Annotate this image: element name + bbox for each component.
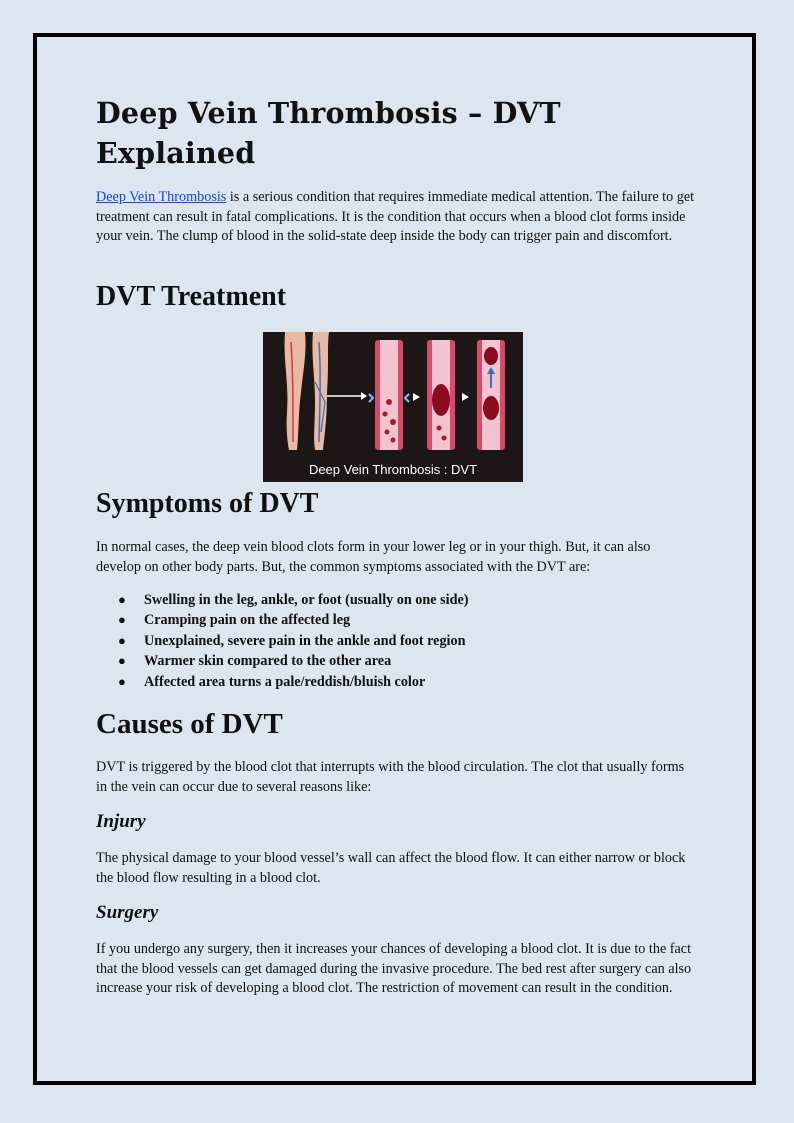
bullet-icon: ●: [118, 673, 126, 689]
list-item: ● Cramping pain on the affected leg: [96, 610, 469, 630]
surgery-paragraph: If you undergo any surgery, then it increases your chances of developing a blood clot. It is due to the fact that the blood vessels can get damaged during the invasive procedure. The bed rest after surgery can also increase your risk of developing a blood clot. The restriction of movement can result in the condition.: [96, 941, 692, 997]
causes-heading: Causes of DVT: [96, 708, 283, 740]
treatment-heading: DVT Treatment: [96, 281, 287, 312]
bullet-icon: ●: [118, 653, 126, 669]
dvt-link[interactable]: Deep Vein Thrombosis: [96, 189, 227, 205]
bullet-icon: ●: [118, 632, 126, 648]
causes-paragraph: DVT is triggered by the blood clot that interrupts with the blood circulation. The clot that usually forms in the vein can occur due to several reasons like:: [96, 759, 685, 795]
intro-text: is a serious condition that requires immediate medical attention. The failure to get treatment can result in fatal complications. It is the condition that occurs when a blood clot forms inside your vein. The clump of blood in the solid-state deep inside the body can trigger pain and discomfort.: [96, 189, 695, 245]
dvt-illustration: [263, 332, 523, 482]
injury-paragraph: The physical damage to your blood vessel’s wall can affect the blood flow. It can either narrow or block the blood flow resulting in a blood clot.: [96, 850, 686, 886]
list-item: ● Warmer skin compared to the other area: [96, 651, 469, 671]
dvt-illustration-graphic: [263, 332, 523, 482]
injury-heading: Injury: [96, 811, 146, 832]
list-item: ● Affected area turns a pale/reddish/bluish color: [96, 672, 469, 692]
intro-paragraph: [96, 188, 696, 247]
surgery-heading: Surgery: [96, 902, 159, 923]
symptoms-paragraph: In normal cases, the deep vein blood clots form in your lower leg or in your thigh. But, it can also develop on other body parts. But, the common symptoms associated with the DVT are:: [96, 539, 651, 575]
image-caption: Deep Vein Thrombosis : DVT: [308, 462, 478, 477]
bullet-icon: ●: [118, 612, 126, 628]
page-title: Deep Vein Thrombosis – DVT Explained: [96, 96, 561, 170]
list-item: ● Unexplained, severe pain in the ankle and foot region: [96, 631, 469, 651]
bullet-icon: ●: [118, 592, 126, 607]
symptoms-heading: Symptoms of DVT: [96, 488, 319, 519]
list-item: ● Swelling in the leg, ankle, or foot (usually on one side): [96, 590, 469, 610]
symptoms-list: [96, 590, 469, 692]
